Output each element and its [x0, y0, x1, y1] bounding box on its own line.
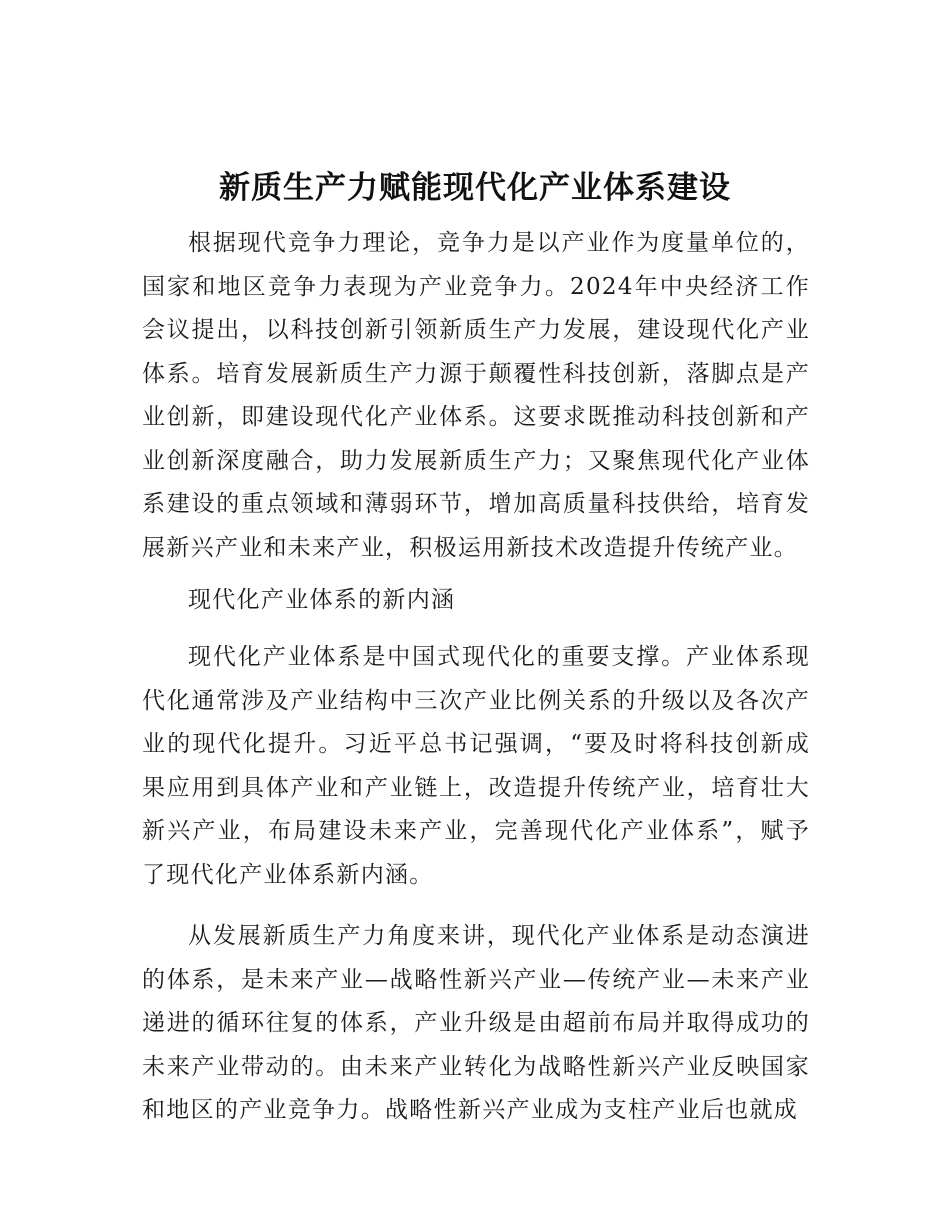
paragraph-modern-system: 现代化产业体系是中国式现代化的重要支撑。产业体系现代化通常涉及产业结构中三次产业比例关系的升级以及各次产业的现代化提升。习近平总书记强调，“要及时将科技创新成果应用到具体产业和产业链上，改造提升传统产业，培育壮大新兴产业，布局建设未来产业，完善现代化产业体系”，赋予了现代化产业体系新内涵。	[142, 644, 810, 888]
paragraph-dynamic-system: 从发展新质生产力角度来讲，现代化产业体系是动态演进的体系，是未来产业—战略性新兴产业—传统产业—未来产业递进的循环往复的体系，产业升级是由超前布局并取得成功的未来产业带动的。由未来产业转化为战略性新兴产业反映国家和地区的产业竞争力。战略性新兴产业成为支柱产业后也就成	[142, 923, 810, 1123]
section-heading: 现代化产业体系的新内涵	[188, 587, 456, 613]
document-title: 新质生产力赋能现代化产业体系建设	[219, 170, 731, 206]
document-body	[142, 222, 810, 1133]
paragraph-intro: 根据现代竞争力理论，竞争力是以产业作为度量单位的，国家和地区竞争力表现为产业竞争力。2024年中央经济工作会议提出，以科技创新引领新质生产力发展，建设现代化产业体系。培育发展新质生产力源于颠覆性科技创新，落脚点是产业创新，即建设现代化产业体系。这要求既推动科技创新和产业创新深度融合，助力发展新质生产力；又聚焦现代化产业体系建设的重点领域和薄弱环节，增加高质量科技供给，培育发展新兴产业和未来产业，积极运用新技术改造提升传统产业。	[142, 230, 810, 561]
